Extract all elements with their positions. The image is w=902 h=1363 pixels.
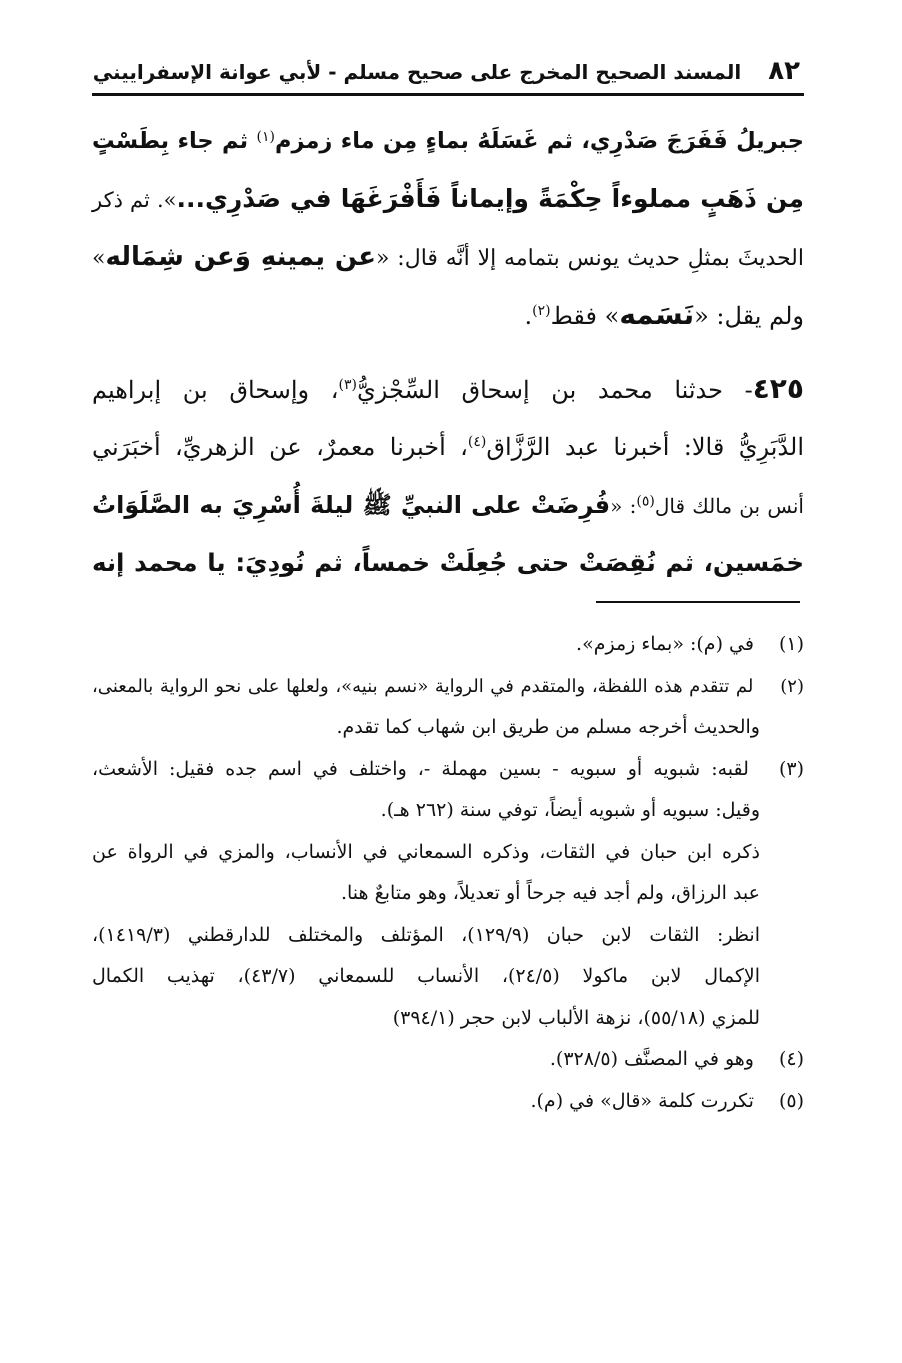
text-line: أنس بن مالك قال$^{(٥)}$: «فُرِضَتْ على النبيِّ ﷺ ليلةَ أُسْرِيَ به الصَّلَوَاتُ — [92, 491, 804, 519]
footnote-5: (٥) تكررت كلمة «قال» في (م). — [530, 1089, 804, 1112]
footnote-3: (٣) لقبه: شبويه أو سبويه - بسين مهملة -، واختلف في اسم جده فقيل: الأشعث، — [92, 757, 804, 780]
page-number: ٨٢ — [768, 56, 800, 86]
text-line: خمَسين، ثم نُقِصَتْ حتى جُعِلَتْ خمساً، ثم نُودِيَ: يا محمد إنه — [92, 548, 804, 577]
footnote-3-cont: عبد الرزاق، ولم أجد فيه جرحاً أو تعديلاً، وهو متابعٌ هنا. — [340, 882, 760, 904]
footnotes — [92, 624, 804, 1122]
footnote-ref[interactable]: (٤) — [467, 434, 487, 450]
text-line: الدَّبَرِيُّ قالا: أخبرنا عبد الرَّزَّاق$^{(٤)}$، أخبرنا معمرٌ، عن الزهريِّ، أخبَرَني — [92, 433, 804, 461]
footnote-ref[interactable]: (٢) — [532, 303, 551, 319]
footnote-2: (٢) لم تتقدم هذه اللفظة، والمتقدم في الرواية «نسم بنيه»، ولعلها على نحو الرواية بالمعنى، — [92, 675, 804, 697]
footnote-ref[interactable]: (٣) — [338, 377, 357, 393]
header-rule — [92, 93, 804, 96]
footnote-3-cont: للمزي (٥٥/١٨)، نزهة الألباب لابن حجر (٣٩٤/١) — [392, 1006, 760, 1029]
footnote-3-cont: ذكره ابن حبان في الثقات، وذكره السمعاني في الأنساب، والمزي في الرواة عن — [92, 840, 760, 863]
text-line: ولم يقل: «نَسَمه» فقط$^{(٢)}$. — [524, 298, 804, 331]
main-text — [92, 112, 804, 592]
footnote-3-cont: الإكمال لابن ماكولا (٢٤/٥)، الأنساب للسمعاني (٤٣/٧)، تهذيب الكمال — [92, 965, 760, 987]
footnote-ref[interactable]: (٥) — [636, 493, 655, 510]
footnote-4: (٤) وهو في المصنَّف (٣٢٨/٥). — [549, 1048, 804, 1070]
text-line: ٤٢٥- حدثنا محمد بن إسحاق السِّجْزيُّ$^{(٣)}$، وإسحاق بن إبراهيم — [92, 372, 804, 405]
footnote-3-cont: وقيل: سبويه أو شبويه أيضاً، توفي سنة (٢٦٢ هـ). — [380, 799, 760, 821]
page-header — [92, 48, 804, 96]
text-line: مِن ذَهَبٍ مملوءاً حِكْمَةً وإيماناً فَأَفْرَغَهَا في صَدْرِي...». ثم ذكر — [92, 184, 804, 213]
footnote-3-cont: انظر: الثقات لابن حبان (١٢٩/٩)، المؤتلف والمختلف للدارقطني (١٤١٩/٣)، — [92, 923, 760, 946]
footnote-separator — [596, 601, 800, 603]
footnote-1: (١) في (م): «بماء زمزم». — [576, 633, 804, 655]
text-line: الحديثَ بمثلِ حديث يونس بتمامه إلا أنَّه قال: «عن يمينهِ وَعن شِمَاله» — [92, 242, 804, 272]
running-title: المسند الصحيح المخرج على صحيح مسلم - لأبي عوانة الإسفراييني — [92, 60, 742, 84]
hadith-number: ٤٢٥ — [752, 372, 804, 405]
footnote-ref[interactable]: (١) — [256, 128, 275, 145]
text-line: جبريلُ فَفَرَجَ صَدْرِي، ثم غَسَلَهُ بماءٍ مِن ماء زمزم$^{(١)}$ ثم جاء بِطَسْتٍ — [92, 128, 805, 154]
footnote-2-cont: والحديث أخرجه مسلم من طريق ابن شهاب كما تقدم. — [336, 716, 760, 738]
